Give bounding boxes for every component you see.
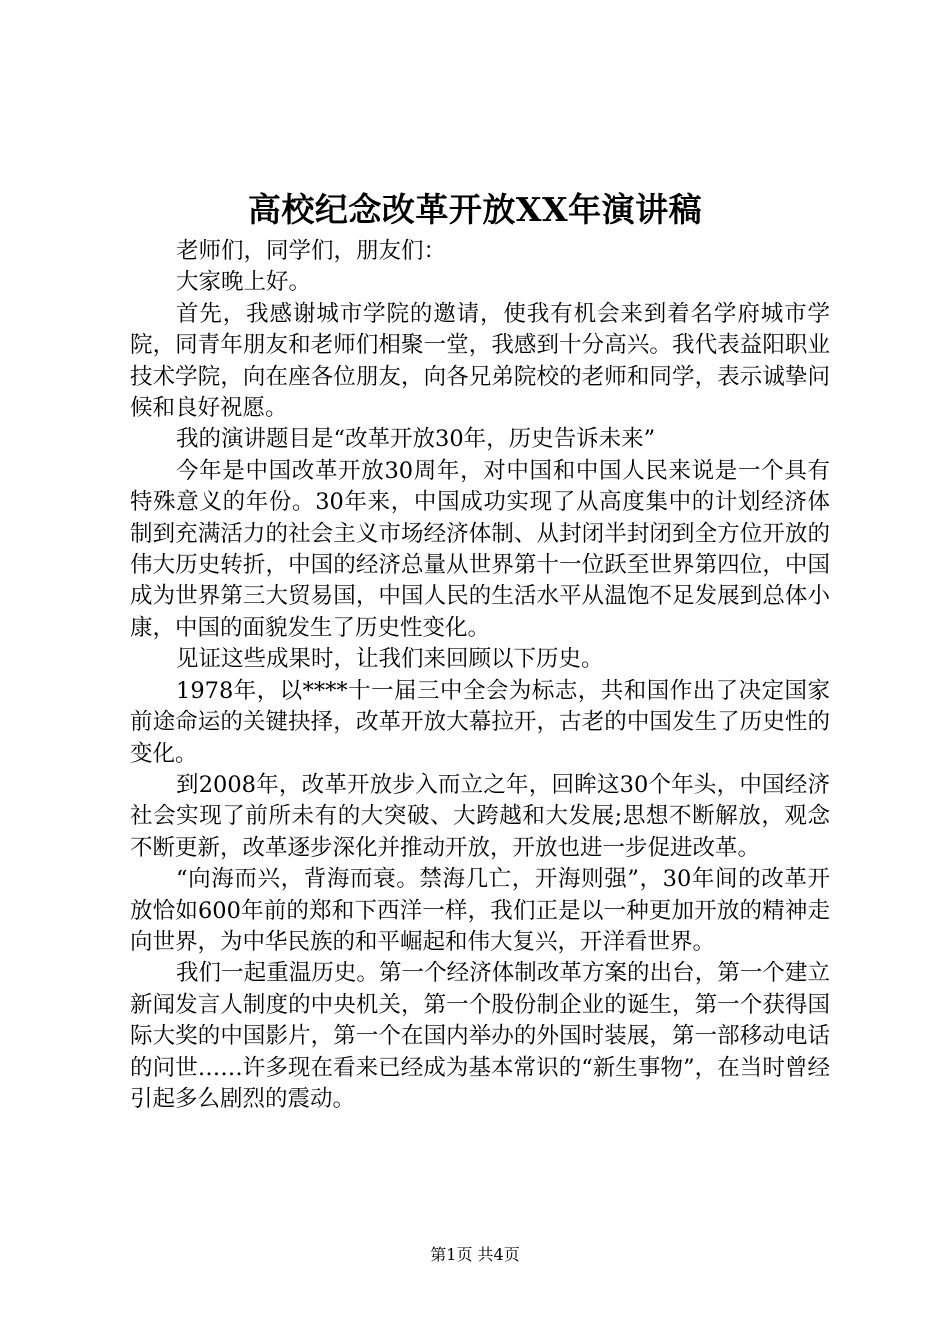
paragraph-history: 我们一起重温历史。第一个经济体制改革方案的出台，第一个建立新闻发言人制度的中央机关，第一个股份制企业的诞生，第一个获得国际大奖的中国影片，第一个在国内举办的外国时装展，第一部移动电话的问世……许多现在看来已经成为基本常识的“新生事物”，在当时曾经引起多么剧烈的震动。 [130,960,830,1112]
paragraph-sea: “向海而兴，背海而衰。禁海几亡，开海则强”，30年间的改革开放恰如600年前的郑和下西洋一样，我们正是以一种更加开放的精神走向世界，为中华民族的和平崛起和伟大复兴，开洋看世界。 [130,866,830,955]
document-body [130,236,830,1115]
paragraph-topic: 我的演讲题目是“改革开放30年，历史告诉未来” [176,426,656,453]
paragraph-review: 见证这些成果时，让我们来回顾以下历史。 [176,646,604,673]
paragraph-anniversary: 今年是中国改革开放30周年，对中国和中国人民来说是一个具有特殊意义的年份。30年来，中国成功实现了从高度集中的计划经济体制到充满活力的社会主义市场经济体制、从封闭半封闭到全方位开放的伟大历史转折，中国的经济总量从世界第十一位跃至世界第四位，中国成为世界第三大贸易国，中国人民的生活水平从温饱不足发展到总体小康，中国的面貌发生了历史性变化。 [130,457,830,641]
paragraph-greeting: 大家晚上好。 [176,269,312,296]
paragraph-thanks: 首先，我感谢城市学院的邀请，使我有机会来到着名学府城市学院，同青年朋友和老师们相聚一堂，我感到十分高兴。我代表益阳职业技术学院，向在座各位朋友，向各兄弟院校的老师和同学，表示诚挚问候和良好祝愿。 [130,300,830,422]
paragraph-2008: 到2008年，改革开放步入而立之年，回眸这30个年头，中国经济社会实现了前所未有的大突破、大跨越和大发展;思想不断解放，观念不断更新，改革逐步深化并推动开放，开放也进一步促进改革。 [130,771,830,861]
document-title: 高校纪念改革开放XX年演讲稿 [247,190,703,229]
paragraph-salutation: 老师们，同学们，朋友们： [176,238,447,264]
page-footer: 第1页 共4页 [430,1245,520,1264]
paragraph-1978: 1978年，以****十一届三中全会为标志，共和国作出了决定国家前途命运的关键抉择，改革开放大幕拉开，古老的中国发生了历史性的变化。 [130,677,830,767]
